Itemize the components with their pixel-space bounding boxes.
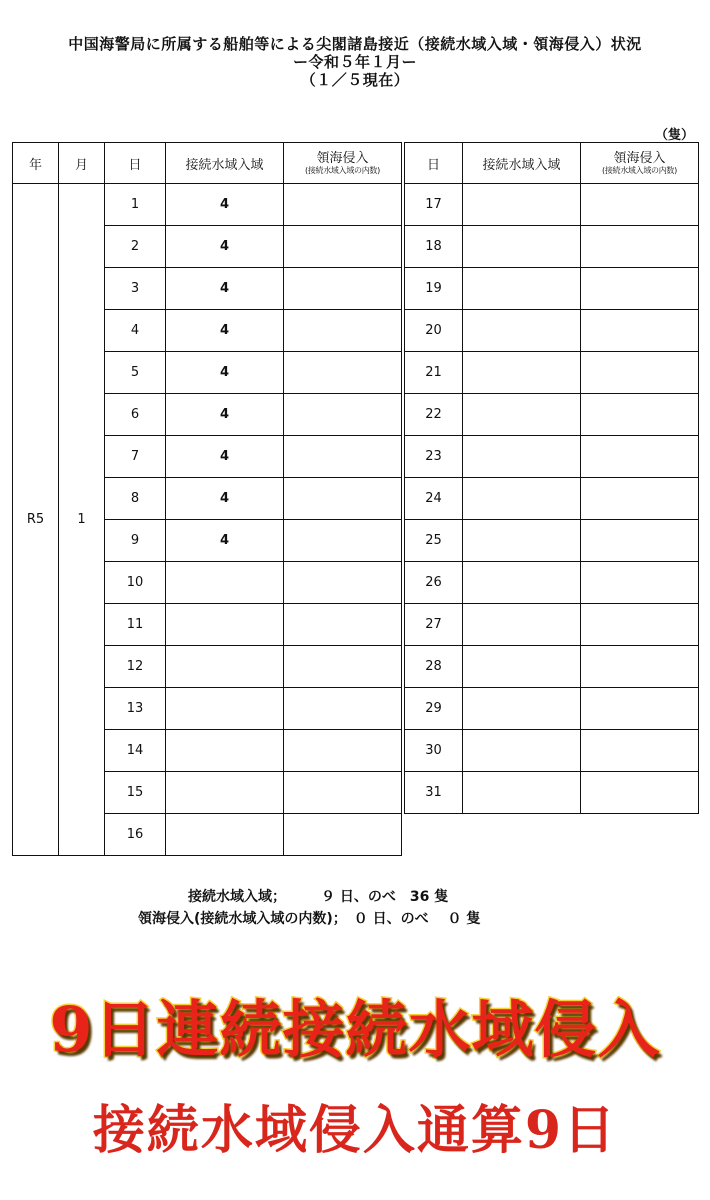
header-month: 月 — [59, 143, 105, 184]
day-cell: 31 — [405, 772, 463, 814]
territorial-cell — [581, 436, 699, 478]
territorial-cell — [284, 352, 402, 394]
day-cell: 29 — [405, 688, 463, 730]
territorial-cell — [284, 730, 402, 772]
day-cell: 26 — [405, 562, 463, 604]
summary-contiguous: 接続水域入域； ９ 日、のべ 36 隻 — [188, 889, 449, 905]
day-cell: 6 — [105, 394, 166, 436]
table-row — [13, 184, 402, 226]
territorial-cell — [581, 352, 699, 394]
territorial-cell — [284, 688, 402, 730]
contiguous-cell — [463, 436, 581, 478]
territorial-cell — [284, 436, 402, 478]
territorial-cell — [581, 688, 699, 730]
contiguous-cell — [463, 184, 581, 226]
contiguous-cell: 4 — [166, 352, 284, 394]
header-territorial — [284, 143, 402, 184]
territorial-cell — [284, 394, 402, 436]
header-territorial — [581, 143, 699, 184]
table-row — [405, 604, 699, 646]
contiguous-cell: 4 — [166, 478, 284, 520]
day-cell: 28 — [405, 646, 463, 688]
contiguous-cell — [463, 562, 581, 604]
day-cell: 12 — [105, 646, 166, 688]
territorial-cell — [581, 184, 699, 226]
day-cell: 10 — [105, 562, 166, 604]
contiguous-cell — [463, 394, 581, 436]
contiguous-cell — [166, 730, 284, 772]
header-contiguous: 接続水域入域 — [463, 143, 581, 184]
day-cell: 17 — [405, 184, 463, 226]
contiguous-cell — [463, 520, 581, 562]
day-cell: 27 — [405, 604, 463, 646]
day-cell: 5 — [105, 352, 166, 394]
day-cell: 14 — [105, 730, 166, 772]
day-cell: 3 — [105, 268, 166, 310]
territorial-cell — [284, 268, 402, 310]
day-cell: 4 — [105, 310, 166, 352]
contiguous-cell — [166, 562, 284, 604]
contiguous-cell — [463, 268, 581, 310]
year-cell: R5 — [13, 184, 59, 856]
contiguous-cell — [166, 604, 284, 646]
table-row — [405, 646, 699, 688]
header-territorial-label: 領海侵入 — [316, 150, 369, 166]
table-row — [405, 772, 699, 814]
contiguous-cell — [166, 688, 284, 730]
territorial-cell — [284, 562, 402, 604]
contiguous-cell — [463, 730, 581, 772]
table-row — [405, 688, 699, 730]
contiguous-cell — [463, 688, 581, 730]
day-cell: 18 — [405, 226, 463, 268]
day-cell: 8 — [105, 478, 166, 520]
table-row — [405, 730, 699, 772]
document-subtitle-date: （１／５現在） — [300, 71, 410, 89]
summary-territorial: 領海侵入(接続水域入域の内数)； ０ 日、のべ ０ 隻 — [138, 911, 481, 927]
territorial-cell — [581, 730, 699, 772]
day-cell: 24 — [405, 478, 463, 520]
territorial-cell — [284, 226, 402, 268]
territorial-cell — [581, 562, 699, 604]
territorial-cell — [581, 394, 699, 436]
day-cell: 16 — [105, 814, 166, 856]
header-contiguous: 接続水域入域 — [166, 143, 284, 184]
month-cell: 1 — [59, 184, 105, 856]
territorial-cell — [284, 646, 402, 688]
territorial-cell — [581, 478, 699, 520]
contiguous-cell: 4 — [166, 268, 284, 310]
territorial-cell — [581, 520, 699, 562]
right-table — [404, 142, 699, 814]
territorial-cell — [284, 184, 402, 226]
territorial-cell — [284, 604, 402, 646]
day-cell: 7 — [105, 436, 166, 478]
territorial-cell — [284, 814, 402, 856]
contiguous-cell — [463, 352, 581, 394]
territorial-cell — [581, 310, 699, 352]
contiguous-cell: 4 — [166, 436, 284, 478]
header-day: 日 — [405, 143, 463, 184]
contiguous-cell — [463, 604, 581, 646]
day-cell: 15 — [105, 772, 166, 814]
table-row — [405, 436, 699, 478]
table-row — [405, 394, 699, 436]
left-header-row — [13, 143, 402, 184]
left-table — [12, 142, 402, 856]
contiguous-cell — [463, 772, 581, 814]
right-header-row — [405, 143, 699, 184]
contiguous-cell: 4 — [166, 184, 284, 226]
day-cell: 25 — [405, 520, 463, 562]
unit-label: （隻） — [655, 128, 695, 143]
day-cell: 9 — [105, 520, 166, 562]
territorial-cell — [284, 772, 402, 814]
contiguous-cell: 4 — [166, 394, 284, 436]
contiguous-cell — [463, 310, 581, 352]
day-cell: 19 — [405, 268, 463, 310]
table-row — [405, 184, 699, 226]
document-title: 中国海警局に所属する船舶等による尖閣諸島接近（接続水域入域・領海侵入）状況 — [68, 35, 642, 53]
day-cell: 11 — [105, 604, 166, 646]
contiguous-cell — [463, 646, 581, 688]
contiguous-cell — [166, 646, 284, 688]
header-territorial-sub: (接続水域入域の内数) — [602, 165, 677, 175]
table-row — [405, 310, 699, 352]
contiguous-cell: 4 — [166, 226, 284, 268]
header-territorial-label: 領海侵入 — [613, 150, 666, 166]
document-subtitle-month: ー令和５年１月ー — [292, 53, 417, 71]
territorial-cell — [581, 646, 699, 688]
territorial-cell — [581, 226, 699, 268]
banner-headline: 9日連続接続水域侵入 — [49, 993, 661, 1066]
header-territorial-sub: (接続水域入域の内数) — [305, 165, 380, 175]
day-cell: 1 — [105, 184, 166, 226]
table-row — [405, 352, 699, 394]
day-cell: 2 — [105, 226, 166, 268]
territorial-cell — [581, 772, 699, 814]
contiguous-cell: 4 — [166, 520, 284, 562]
day-cell: 20 — [405, 310, 463, 352]
day-cell: 13 — [105, 688, 166, 730]
contiguous-cell — [463, 226, 581, 268]
territorial-cell — [284, 310, 402, 352]
table-row — [405, 562, 699, 604]
table-row — [405, 520, 699, 562]
day-cell: 23 — [405, 436, 463, 478]
territorial-cell — [284, 478, 402, 520]
contiguous-cell — [166, 772, 284, 814]
banner-subheadline: 接続水域侵入通算9日 — [92, 1100, 618, 1161]
header-day: 日 — [105, 143, 166, 184]
contiguous-cell — [463, 478, 581, 520]
territorial-cell — [581, 268, 699, 310]
day-cell: 22 — [405, 394, 463, 436]
territorial-cell — [581, 604, 699, 646]
day-cell: 30 — [405, 730, 463, 772]
contiguous-cell — [166, 814, 284, 856]
table-row — [405, 478, 699, 520]
header-year: 年 — [13, 143, 59, 184]
table-row — [405, 268, 699, 310]
day-cell: 21 — [405, 352, 463, 394]
territorial-cell — [284, 520, 402, 562]
table-row — [405, 226, 699, 268]
contiguous-cell: 4 — [166, 310, 284, 352]
